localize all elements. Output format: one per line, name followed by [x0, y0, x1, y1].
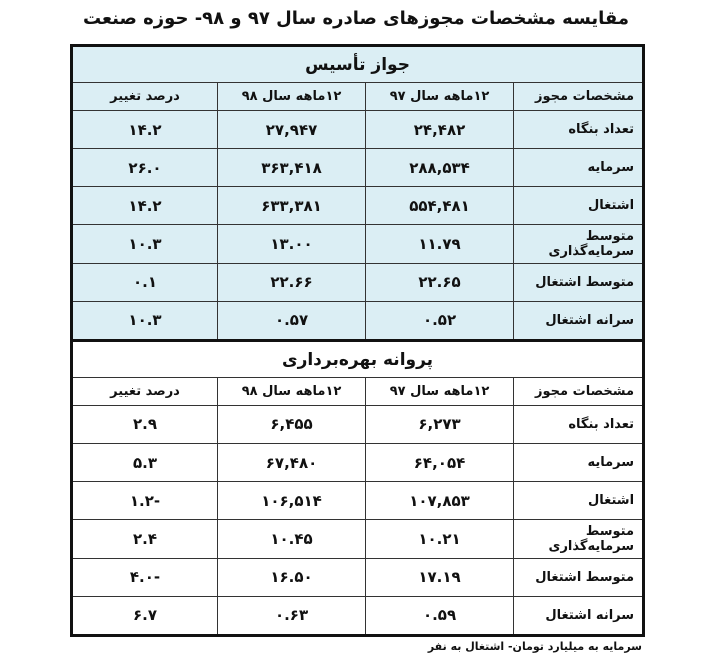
row-label: سرانه اشتغال [514, 301, 644, 340]
row-label: متوسط اشتغال [514, 263, 644, 301]
permits-comparison-table [70, 44, 645, 637]
cell-value: ۳۶۳,۴۱۸ [218, 149, 366, 187]
cell-value: ۱۳.۰۰ [218, 225, 366, 263]
row-label: متوسط سرمایه‌گذاری [514, 225, 644, 263]
page-title: مقایسه مشخصات مجوزهای صادره سال ۹۷ و ۹۸- حوزه صنعت [82, 8, 630, 29]
row-label: سرانه اشتغال [514, 596, 644, 635]
row-label: متوسط سرمایه‌گذاری [514, 520, 644, 558]
cell-value: ۱۰۷,۸۵۳ [366, 482, 514, 520]
cell-value: ۱۶.۵۰ [218, 558, 366, 596]
cell-value: ۱۰.۴۵ [218, 520, 366, 558]
table-row [72, 187, 644, 225]
cell-value: ۱۴.۲ [72, 187, 218, 225]
cell-value: ۶۷,۴۸۰ [218, 444, 366, 482]
cell-value: ۰.۵۷ [218, 301, 366, 340]
cell-value: ۶۳۳,۳۸۱ [218, 187, 366, 225]
cell-value: ۰.۵۲ [366, 301, 514, 340]
cell-value: -۱.۲ [72, 482, 218, 520]
header-row [72, 378, 644, 406]
table-row [72, 444, 644, 482]
cell-value: ۲۶.۰ [72, 149, 218, 187]
table-row [72, 405, 644, 443]
section-title-row [72, 46, 644, 83]
table-row [72, 520, 644, 558]
section-title: جواز تأسیس [72, 46, 644, 83]
cell-value: ۱۰۶,۵۱۴ [218, 482, 366, 520]
cell-value: ۰.۵۹ [366, 596, 514, 635]
column-header: درصد تغییر [72, 378, 218, 406]
row-label: اشتغال [514, 187, 644, 225]
cell-value: -۴.۰ [72, 558, 218, 596]
section-title-row [72, 340, 644, 377]
cell-value: ۶.۷ [72, 596, 218, 635]
section-title: پروانه بهره‌برداری [72, 340, 644, 377]
footnote: سرمایه به میلیارد تومان- اشتغال به نفر [427, 640, 642, 653]
table-row [72, 149, 644, 187]
cell-value: ۲۲.۶۵ [366, 263, 514, 301]
cell-value: ۱۰.۳ [72, 301, 218, 340]
column-header: درصد تغییر [72, 83, 218, 111]
column-header: مشخصات مجوز [514, 378, 644, 406]
column-header: ۱۲ماهه سال ۹۸ [218, 378, 366, 406]
cell-value: ۱۴.۲ [72, 110, 218, 148]
cell-value: ۲۲.۶۶ [218, 263, 366, 301]
column-header: ۱۲ماهه سال ۹۸ [218, 83, 366, 111]
cell-value: ۶۴,۰۵۴ [366, 444, 514, 482]
cell-value: ۲۸۸,۵۳۴ [366, 149, 514, 187]
row-label: سرمایه [514, 444, 644, 482]
cell-value: ۰.۱ [72, 263, 218, 301]
cell-value: ۱۰.۲۱ [366, 520, 514, 558]
row-label: سرمایه [514, 149, 644, 187]
table-row [72, 110, 644, 148]
cell-value: ۲۴,۴۸۲ [366, 110, 514, 148]
row-label: تعداد بنگاه [514, 110, 644, 148]
column-header: ۱۲ماهه سال ۹۷ [366, 83, 514, 111]
table-row [72, 301, 644, 340]
cell-value: ۰.۶۳ [218, 596, 366, 635]
table-row [72, 596, 644, 635]
header-row [72, 83, 644, 111]
column-header: ۱۲ماهه سال ۹۷ [366, 378, 514, 406]
cell-value: ۲.۴ [72, 520, 218, 558]
table-row [72, 225, 644, 263]
table-row [72, 558, 644, 596]
cell-value: ۵۵۴,۴۸۱ [366, 187, 514, 225]
cell-value: ۱۰.۳ [72, 225, 218, 263]
cell-value: ۶,۲۷۳ [366, 405, 514, 443]
row-label: تعداد بنگاه [514, 405, 644, 443]
cell-value: ۵.۳ [72, 444, 218, 482]
cell-value: ۲.۹ [72, 405, 218, 443]
row-label: متوسط اشتغال [514, 558, 644, 596]
row-label: اشتغال [514, 482, 644, 520]
cell-value: ۲۷,۹۴۷ [218, 110, 366, 148]
table-row [72, 482, 644, 520]
cell-value: ۱۷.۱۹ [366, 558, 514, 596]
cell-value: ۶,۴۵۵ [218, 405, 366, 443]
column-header: مشخصات مجوز [514, 83, 644, 111]
cell-value: ۱۱.۷۹ [366, 225, 514, 263]
table-row [72, 263, 644, 301]
